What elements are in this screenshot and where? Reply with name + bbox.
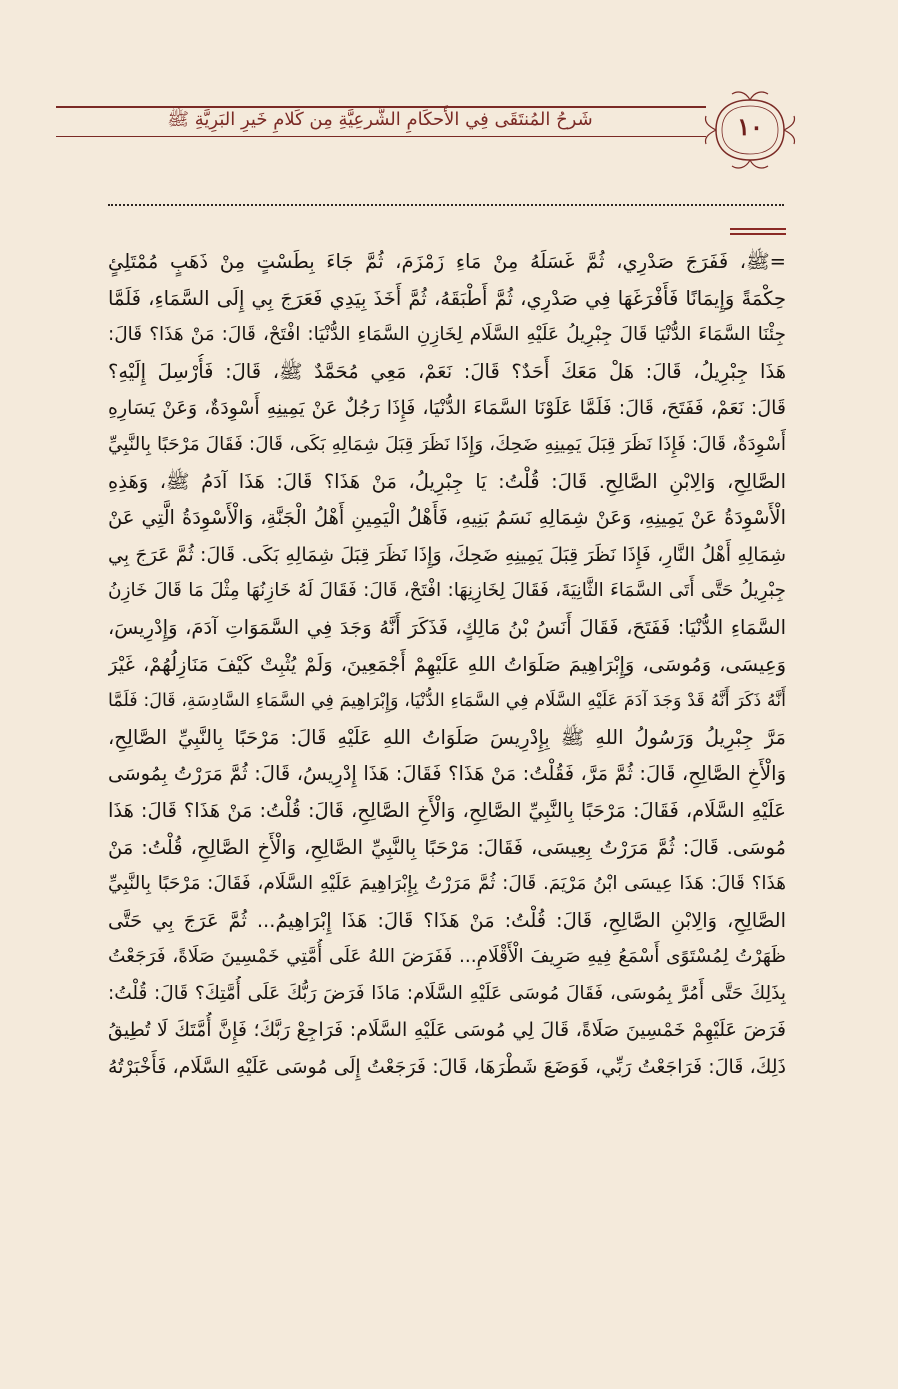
dotted-divider — [108, 204, 784, 206]
text-line: مَرَّ جِبْرِيلُ وَرَسُولُ اللهِ ﷺ بِإِدْرِيسَ صَلَوَاتُ اللهِ عَلَيْهِ قَالَ: مَرْحَبًا بِالنَّبِيِّ الصَّالِحِ، — [108, 725, 786, 749]
header-rule-bottom — [56, 136, 706, 137]
text-line: قَالَ: نَعَمْ، فَفَتَحَ، قَالَ: فَلَمَّا عَلَوْنَا السَّمَاءَ الدُّنْيَا، فَإِذَا رَجُلٌ عَنْ يَمِينِهِ أَسْوِدَةٌ، وَعَنْ يَسَارِهِ — [108, 397, 786, 420]
text-line: فَرَضَ عَلَيْهِمْ خَمْسِينَ صَلَاةً، قَالَ لِي مُوسَى عَلَيْهِ السَّلَام: فَرَاجِعْ رَبَّكَ؛ فَإِنَّ أُمَّتَكَ لَا تُطِيقُ — [108, 1019, 786, 1042]
text-line: مُوسَى. قَالَ: ثُمَّ مَرَرْتُ بِعِيسَى، فَقَالَ: مَرْحَبًا بِالنَّبِيِّ الصَّالِحِ، وَالْأَخِ الصَّالِحِ، قُلْتُ: مَنْ — [108, 835, 786, 859]
page-number: ١٠ — [737, 112, 763, 141]
text-line: جِبْرِيلُ حَتَّى أَتَى السَّمَاءَ الثَّانِيَةَ، فَقَالَ لِخَازِنِهَا: افْتَحْ، قَالَ: فَقَالَ لَهُ خَازِنُهَا مِثْلَ مَا قَالَ خَازِنُ — [108, 580, 786, 602]
text-line: الْأَسْوِدَةُ عَنْ يَمِينِهِ، وَعَنْ شِمَالِهِ نَسَمُ بَنِيهِ، فَأَهْلُ الْيَمِينِ أَهْلُ الْجَنَّةِ، وَالْأَسْوِدَةُ الَّتِي عَنْ — [108, 506, 786, 530]
text-line: عَلَيْهِ السَّلَام، فَقَالَ: مَرْحَبًا بِالنَّبِيِّ الصَّالِحِ، وَالْأَخِ الصَّالِحِ، قَالَ: قُلْتُ: مَنْ هَذَا؟ قَالَ: هَذَا — [108, 798, 786, 822]
text-line: بِذَلِكَ حَتَّى أَمُرَّ بِمُوسَى، فَقَالَ مُوسَى عَلَيْهِ السَّلَام: مَاذَا فَرَضَ رَبُّكَ عَلَى أُمَّتِكَ؟ قَالَ: قُلْتُ: — [108, 982, 786, 1004]
text-line: الصَّالِحِ، وَالِابْنِ الصَّالِحِ. قَالَ: قُلْتُ: يَا جِبْرِيلُ، مَنْ هَذَا؟ قَالَ: هَذَا آدَمُ ﷺ، وَهَذِهِ — [108, 469, 786, 493]
text-line: الصَّالِحِ، وَالِابْنِ الصَّالِحِ، قَالَ: قُلْتُ: مَنْ هَذَا؟ قَالَ: هَذَا إِبْرَاهِيمُ... ثُمَّ عَرَجَ بِي حَتَّى — [108, 908, 786, 932]
page-header — [0, 80, 898, 190]
hadith-text — [108, 244, 786, 1086]
running-title: شَرحُ المُنتَقَى فِي الأَحكَامِ الشَّرعِيَّةِ مِن كَلامِ خَيرِ البَرِيَّةِ ﷺ — [167, 109, 593, 130]
text-line: ذَلِكَ، قَالَ: فَرَاجَعْتُ رَبِّي، فَوَضَعَ شَطْرَهَا، قَالَ: فَرَجَعْتُ إِلَى مُوسَى عَلَيْهِ السَّلَام، فَأَخْبَرْتُهُ — [108, 1056, 786, 1079]
text-line: حِكْمَةً وَإِيمَانًا فَأَفْرَغَهَا فِي صَدْرِي، ثُمَّ أَطْبَقَهُ، ثُمَّ أَخَذَ بِيَدِي فَعَرَجَ بِي إِلَى السَّمَاءِ، فَلَمَّا — [108, 286, 786, 310]
page-number-medallion — [702, 88, 798, 172]
text-line: أَنَّهُ ذَكَرَ أَنَّهُ قَدْ وَجَدَ آدَمَ عَلَيْهِ السَّلَام فِي السَّمَاءِ الدُّنْيَا، وَإِبْرَاهِيمَ فِي السَّمَاءِ السَّادِسَةِ، قَالَ: فَلَمَّا — [108, 691, 786, 712]
paragraph-marker — [730, 228, 786, 240]
text-line: جِئْنَا السَّمَاءَ الدُّنْيَا قَالَ جِبْرِيلُ عَلَيْهِ السَّلَام لِخَازِنِ السَّمَاءِ الدُّنْيَا: افْتَحْ، قَالَ: مَنْ هَذَا؟ قَالَ: — [108, 324, 786, 346]
text-line: =ﷺ، فَفَرَجَ صَدْرِي، ثُمَّ غَسَلَهُ مِنْ مَاءِ زَمْزَمَ، ثُمَّ جَاءَ بِطَسْتٍ مِنْ ذَهَبٍ مُمْتَلِئٍ — [108, 250, 786, 273]
text-line: هَذَا؟ قَالَ: هَذَا عِيسَى ابْنُ مَرْيَمَ. قَالَ: ثُمَّ مَرَرْتُ بِإِبْرَاهِيمَ عَلَيْهِ السَّلَام، فَقَالَ: مَرْحَبًا بِالنَّبِيِّ — [108, 873, 786, 895]
text-line: وَعِيسَى، وَمُوسَى، وَإِبْرَاهِيمَ صَلَوَاتُ اللهِ عَلَيْهِمْ أَجْمَعِينَ، وَلَمْ يُثْبِتْ كَيْفَ مَنَازِلُهُمْ، غَيْرَ — [108, 652, 786, 676]
text-line: ظَهَرْتُ لِمُسْتَوًى أَسْمَعُ فِيهِ صَرِيفَ الْأَقْلَامِ... فَفَرَضَ اللهُ عَلَى أُمَّتِي خَمْسِينَ صَلَاةً، فَرَجَعْتُ — [108, 946, 786, 968]
text-line: السَّمَاءِ الدُّنْيَا: فَفَتَحَ، فَقَالَ أَنَسُ بْنُ مَالِكٍ، فَذَكَرَ أَنَّهُ وَجَدَ فِي السَّمَوَاتِ آدَمَ، وَإِدْرِيسَ، — [108, 615, 786, 639]
text-line: شِمَالِهِ أَهْلُ النَّارِ، فَإِذَا نَظَرَ قِبَلَ يَمِينِهِ ضَحِكَ، وَإِذَا نَظَرَ قِبَلَ شِمَالِهِ بَكَى. قَالَ: ثُمَّ عَرَجَ بِي — [108, 543, 786, 566]
text-line: وَالْأَخِ الصَّالِحِ، قَالَ: ثُمَّ مَرَّ، فَقُلْتُ: مَنْ هَذَا؟ فَقَالَ: هَذَا إِدْرِيسُ، قَالَ: ثُمَّ مَرَرْتُ بِمُوسَى — [108, 762, 786, 786]
text-line: أَسْوِدَةٌ، قَالَ: فَإِذَا نَظَرَ قِبَلَ يَمِينِهِ ضَحِكَ، وَإِذَا نَظَرَ قِبَلَ شِمَالِهِ بَكَى، قَالَ: فَقَالَ مَرْحَبًا بِالنَّبِيِّ — [108, 433, 786, 455]
text-line: هَذَا جِبْرِيلُ، قَالَ: هَلْ مَعَكَ أَحَدٌ؟ قَالَ: نَعَمْ، مَعِي مُحَمَّدٌ ﷺ، قَالَ: فَأُرْسِلَ إِلَيْهِ؟ — [108, 359, 786, 383]
